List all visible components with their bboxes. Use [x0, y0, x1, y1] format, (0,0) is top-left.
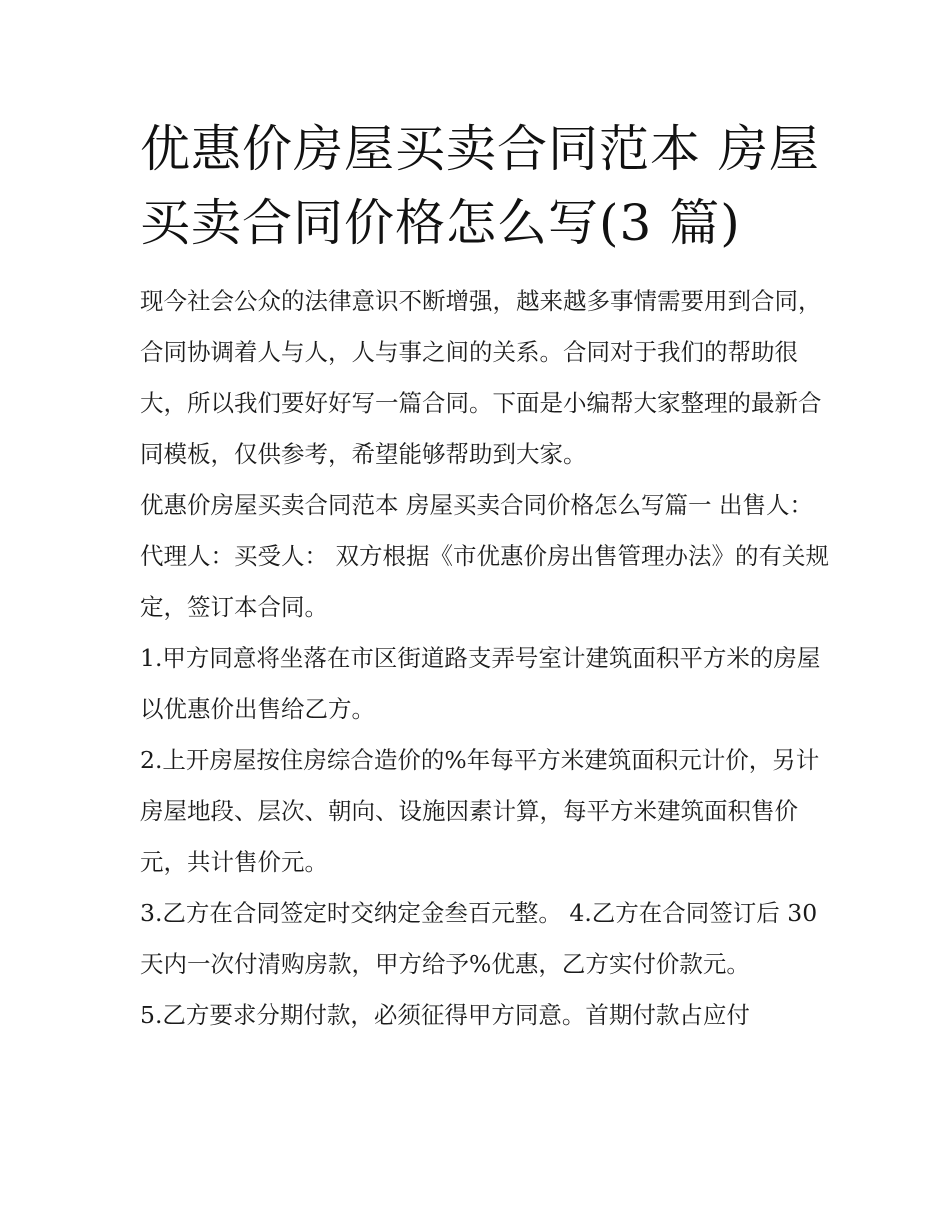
- document-title: 优惠价房屋买卖合同范本 房屋买卖合同价格怎么写(3 篇): [140, 120, 820, 252]
- document-body: [140, 276, 830, 1041]
- clause-3-4-paragraph: 3.乙方在合同签定时交纳定金叁百元整。 4.乙方在合同签订后 30 天内一次付清购房款，甲方给予%优惠，乙方实付价款元。: [140, 899, 818, 978]
- clause-1-paragraph: 1.甲方同意将坐落在市区街道路支弄号室计建筑面积平方米的房屋以优惠价出售给乙方。: [140, 644, 821, 723]
- section-one-paragraph: 优惠价房屋买卖合同范本 房屋买卖合同价格怎么写篇一 出售人：代理人：买受人： 双方根据《市优惠价房出售管理办法》的有关规定，签订本合同。: [140, 491, 829, 621]
- clause-5-paragraph: 5.乙方要求分期付款，必须征得甲方同意。首期付款占应付: [140, 1001, 750, 1029]
- clause-2-paragraph: 2.上开房屋按住房综合造价的%年每平方米建筑面积元计价，另计房屋地段、层次、朝向、设施因素计算，每平方米建筑面积售价元，共计售价元。: [140, 746, 820, 876]
- intro-paragraph: 现今社会公众的法律意识不断增强，越来越多事情需要用到合同，合同协调着人与人，人与事之间的关系。合同对于我们的帮助很大，所以我们要好好写一篇合同。下面是小编帮大家整理的最新合同模板，仅供参考，希望能够帮助到大家。: [140, 287, 822, 468]
